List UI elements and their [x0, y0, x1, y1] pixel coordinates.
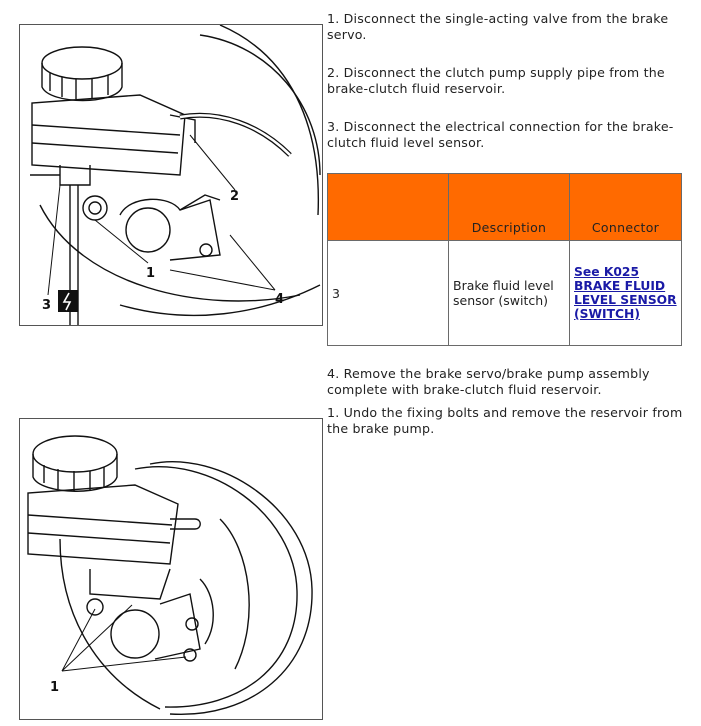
header-description: Description: [449, 174, 570, 241]
figure-reservoir-removal: [19, 418, 323, 720]
callout-1: 1: [50, 680, 60, 695]
header-connector: Connector: [570, 174, 682, 241]
figure-reservoir-connections: [19, 24, 323, 326]
step-remove-assembly: 4. Remove the brake servo/brake pump assembly complete with brake-clutch fluid reservoir.: [327, 366, 650, 397]
header-ref: [328, 174, 449, 241]
row-description: Brake fluid level sensor (switch): [449, 241, 570, 346]
step-disconnect-electrical: 3. Disconnect the electrical connection for the brake-clutch fluid level sensor.: [327, 119, 674, 150]
table-header-row: [328, 174, 682, 241]
step-disconnect-valve: 1. Disconnect the single-acting valve from the brake servo.: [327, 11, 669, 42]
row-connector-cell: [570, 241, 682, 346]
connector-table: [327, 173, 682, 346]
table-row: [328, 241, 682, 346]
callout-3: 3: [42, 298, 52, 313]
callout-2: 2: [230, 189, 240, 204]
connector-link[interactable]: See K025 BRAKE FLUID LEVEL SENSOR (SWITCH): [574, 265, 677, 321]
figure-1-drawing: [20, 25, 322, 325]
row-ref: 3: [328, 241, 449, 346]
step-disconnect-clutch-pipe: 2. Disconnect the clutch pump supply pipe from the brake-clutch fluid reservoir.: [327, 65, 665, 96]
figure-2-drawing: [20, 419, 322, 719]
step-undo-bolts: 1. Undo the fixing bolts and remove the reservoir from the brake pump.: [327, 405, 683, 436]
callout-4: 4: [275, 292, 285, 307]
callout-1: 1: [146, 266, 156, 281]
